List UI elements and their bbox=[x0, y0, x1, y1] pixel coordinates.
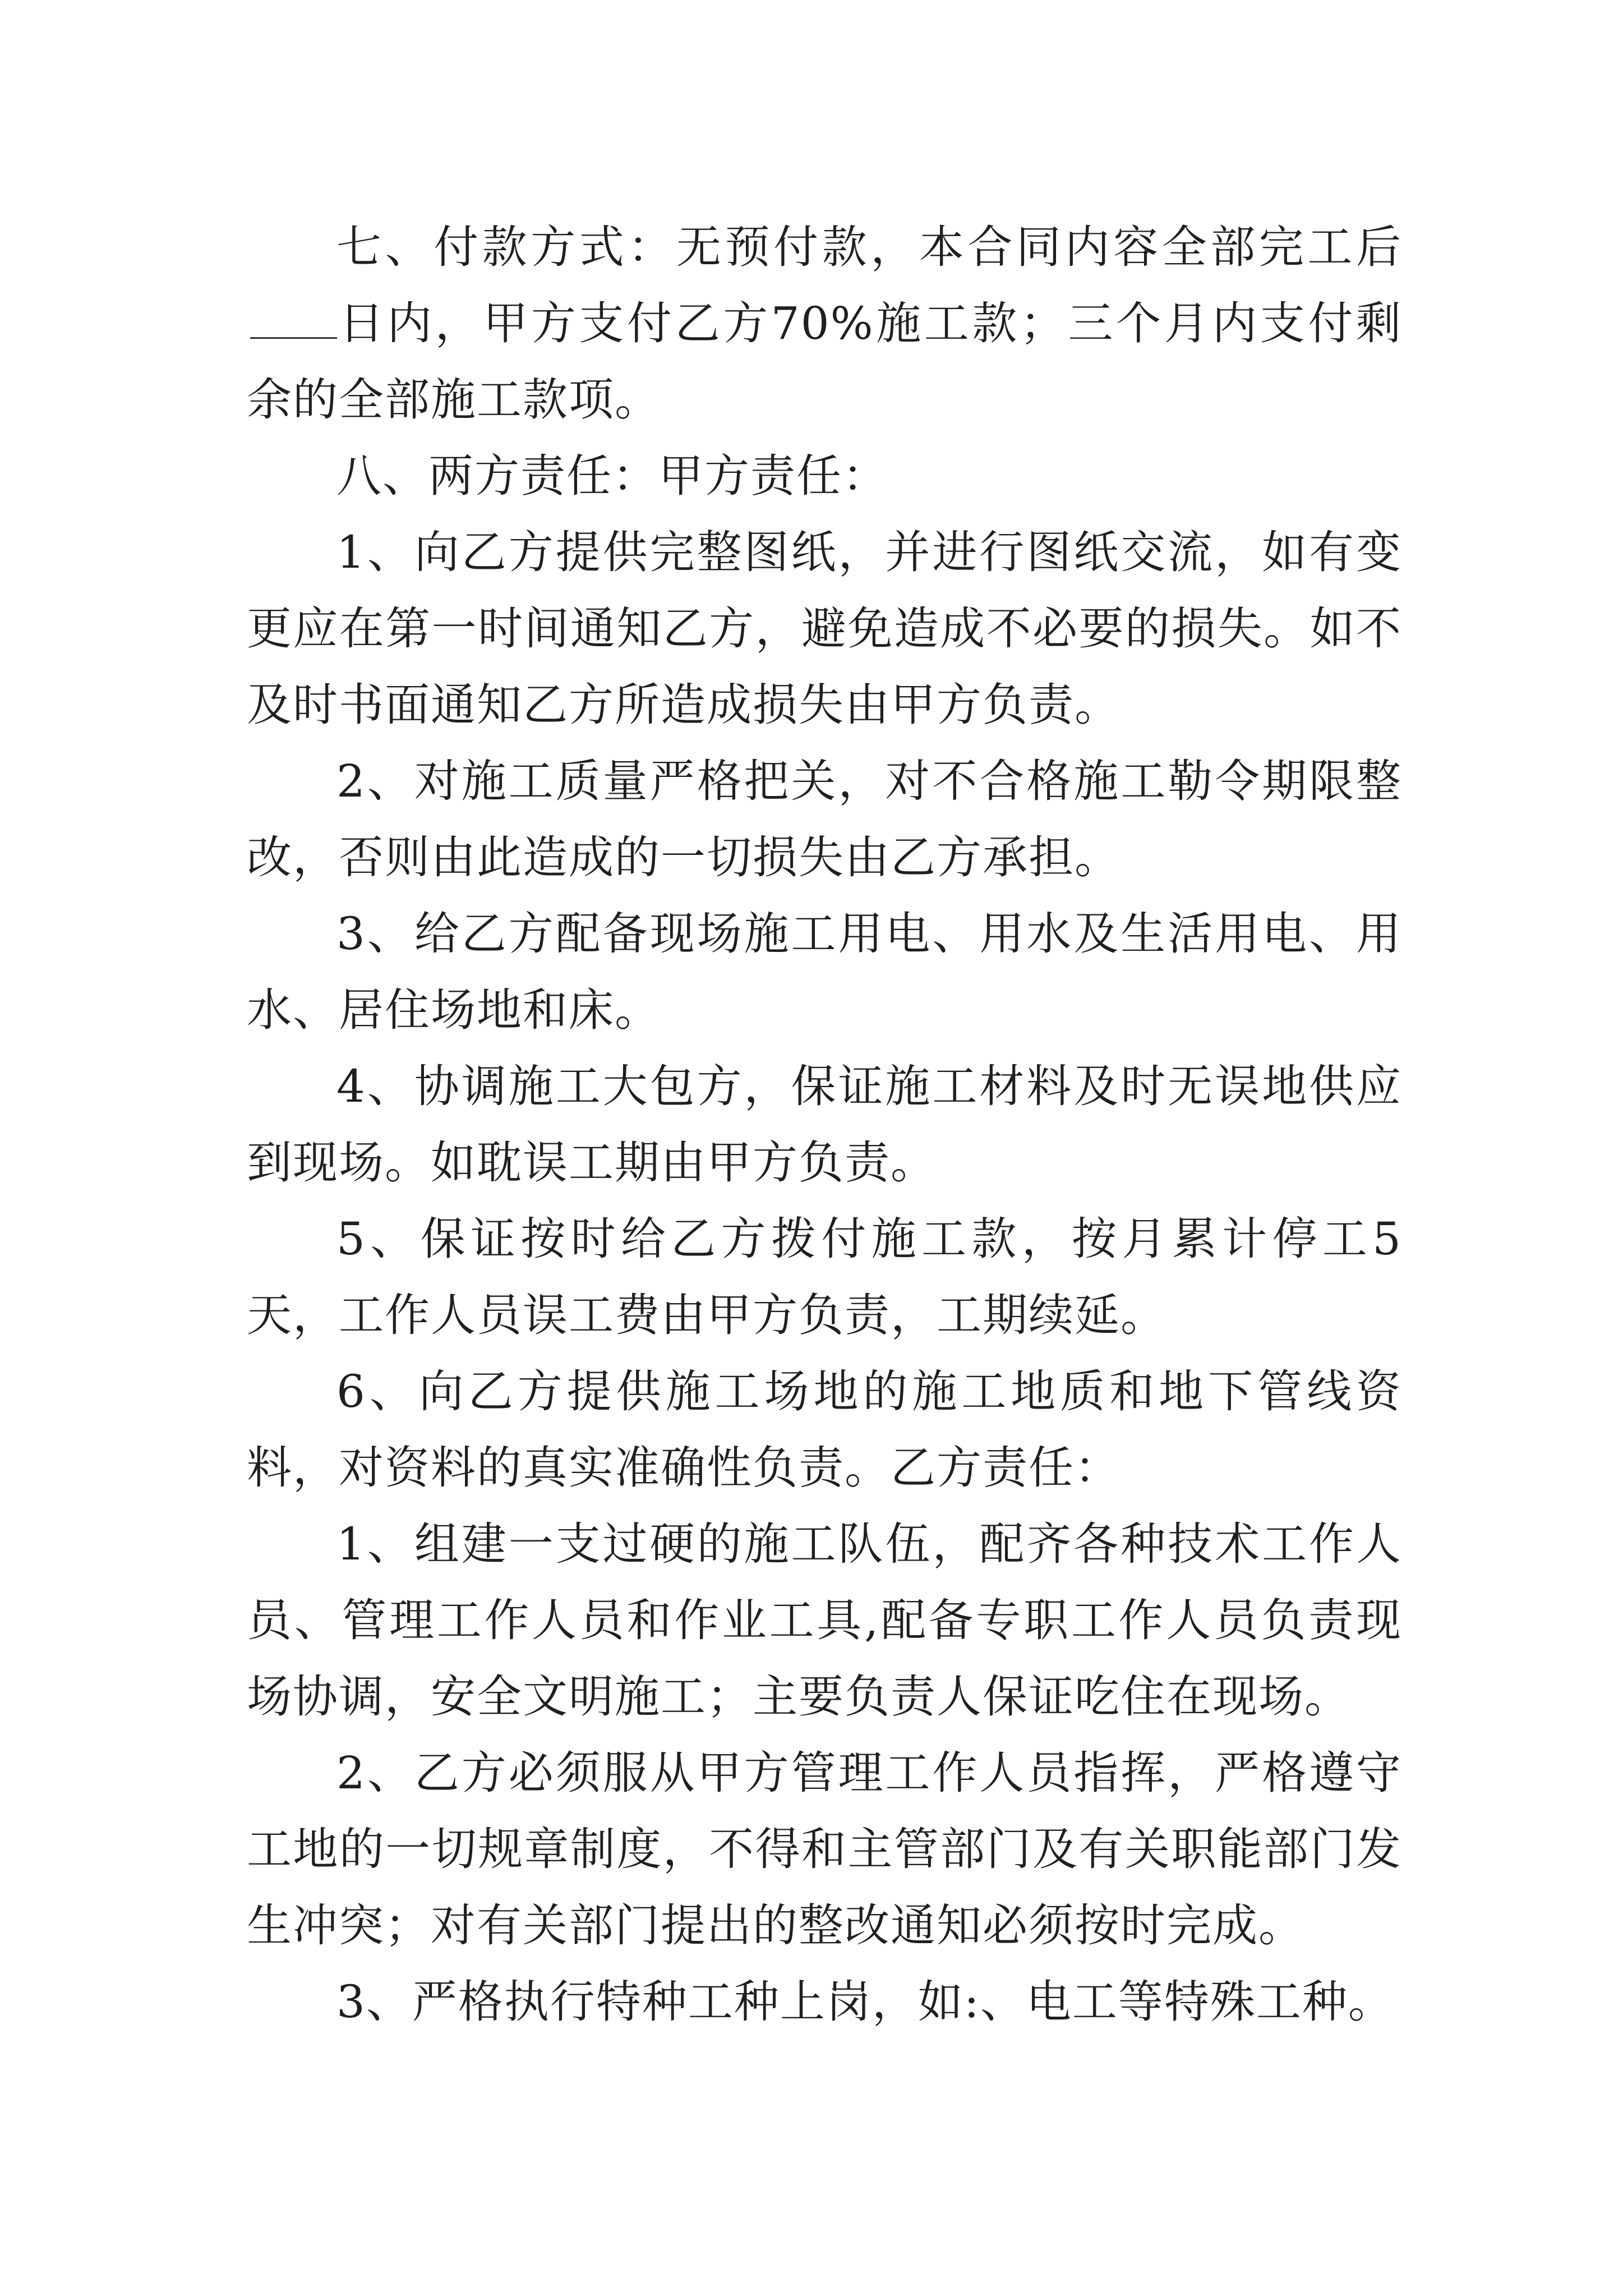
payment-terms-text-before: 七、付款方式：无预付款，本合同内容全部完工后 bbox=[336, 221, 1402, 273]
payment-terms-paragraph bbox=[247, 209, 1402, 438]
responsibilities-heading: 八、两方责任：甲方责任： bbox=[336, 450, 888, 502]
party-b-item-2: 2、乙方必须服从甲方管理工作人员指挥，严格遵守工地的一切规章制度，不得和主管部门及有关职能部门发生冲突；对有关部门提出的整改通知必须按时完成。 bbox=[247, 1747, 1402, 1952]
party-b-item-3: 3、严格执行特种工种上岗，如:、电工等特殊工种。 bbox=[336, 1976, 1394, 2028]
party-a-item-1: 1、向乙方提供完整图纸，并进行图纸交流，如有变更应在第一时间通知乙方，避免造成不必要的损失。如不及时书面通知乙方所造成损失由甲方负责。 bbox=[247, 526, 1402, 731]
party-a-item-4: 4、协调施工大包方，保证施工材料及时无误地供应到现场。如耽误工期由甲方负责。 bbox=[247, 1060, 1402, 1189]
party-a-item-6: 6、向乙方提供施工场地的施工地质和地下管线资料，对资料的真实准确性负责。乙方责任： bbox=[247, 1365, 1402, 1494]
document-body bbox=[247, 209, 1402, 2040]
party-a-item-2: 2、对施工质量严格把关，对不合格施工勒令期限整改，否则由此造成的一切损失由乙方承担。 bbox=[247, 755, 1402, 884]
party-a-item-3: 3、给乙方配备现场施工用电、用水及生活用电、用水、居住场地和床。 bbox=[247, 908, 1402, 1036]
blank-fill-line bbox=[250, 337, 337, 339]
payment-terms-text-after: 日内，甲方支付乙方70%施工款；三个月内支付剩余的全部施工款项。 bbox=[247, 297, 1402, 426]
party-a-item-5: 5、保证按时给乙方拨付施工款，按月累计停工5天，工作人员误工费由甲方负责，工期续延。 bbox=[247, 1213, 1402, 1341]
party-b-item-1: 1、组建一支过硬的施工队伍，配齐各种技术工作人员、管理工作人员和作业工具,配备专职工作人员负责现场协调，安全文明施工；主要负责人保证吃住在现场。 bbox=[247, 1518, 1402, 1723]
